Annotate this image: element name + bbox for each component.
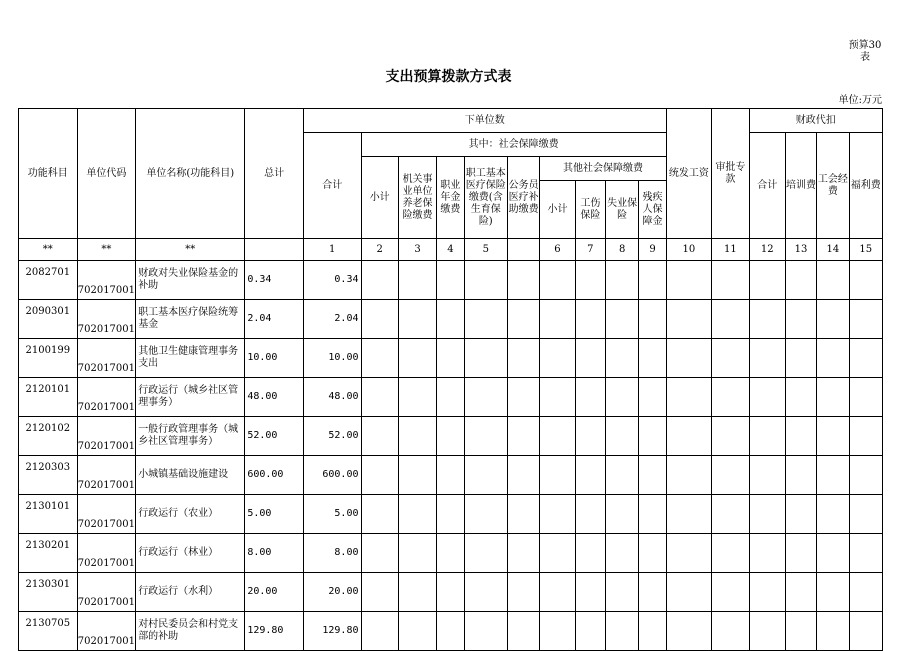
empty-cell	[361, 495, 398, 534]
func-code-cell: 2090301	[19, 300, 78, 339]
sum-cell: 48.00	[303, 378, 361, 417]
sum-cell: 10.00	[303, 339, 361, 378]
total-cell: 48.00	[245, 378, 304, 417]
sum-cell: 600.00	[303, 456, 361, 495]
empty-cell	[507, 300, 539, 339]
empty-cell	[639, 261, 666, 300]
empty-cell	[639, 534, 666, 573]
header-injury: 工伤保险	[575, 181, 605, 239]
empty-cell	[398, 573, 436, 612]
empty-cell	[540, 456, 575, 495]
empty-cell	[464, 261, 507, 300]
empty-cell	[817, 378, 849, 417]
empty-cell	[785, 534, 816, 573]
form-number	[845, 40, 885, 64]
index-cell	[507, 239, 539, 261]
index-cell: 12	[749, 239, 785, 261]
header-unified-pay: 统发工资	[666, 109, 711, 239]
form-number-line1: 预算30	[848, 40, 882, 51]
empty-cell	[464, 456, 507, 495]
unit-code-cell: 702017001	[77, 573, 136, 612]
empty-cell	[639, 417, 666, 456]
index-row	[19, 239, 883, 261]
header-welfare: 福利费	[849, 133, 882, 239]
empty-cell	[575, 339, 605, 378]
empty-cell	[666, 300, 711, 339]
empty-cell	[361, 300, 398, 339]
func-code-cell: 2130101	[19, 495, 78, 534]
index-cell: **	[136, 239, 245, 261]
sum-cell: 52.00	[303, 417, 361, 456]
empty-cell	[749, 300, 785, 339]
index-cell: 11	[712, 239, 749, 261]
budget-table	[18, 108, 883, 651]
empty-cell	[361, 456, 398, 495]
empty-cell	[666, 456, 711, 495]
total-cell: 600.00	[245, 456, 304, 495]
func-code-cell: 2120102	[19, 417, 78, 456]
empty-cell	[540, 573, 575, 612]
table-row	[19, 456, 883, 495]
empty-cell	[437, 378, 464, 417]
header-union: 工会经费	[817, 133, 849, 239]
empty-cell	[464, 612, 507, 651]
empty-cell	[785, 261, 816, 300]
unit-label: 单位:万元	[838, 95, 882, 106]
sum-cell: 0.34	[303, 261, 361, 300]
unit-name-cell: 行政运行（城乡社区管理事务）	[136, 378, 245, 417]
unit-name-cell: 行政运行（水利）	[136, 573, 245, 612]
empty-cell	[666, 261, 711, 300]
empty-cell	[749, 417, 785, 456]
empty-cell	[817, 495, 849, 534]
empty-cell	[712, 573, 749, 612]
empty-cell	[540, 378, 575, 417]
func-code-cell: 2130201	[19, 534, 78, 573]
empty-cell	[575, 456, 605, 495]
empty-cell	[464, 378, 507, 417]
empty-cell	[817, 417, 849, 456]
empty-cell	[605, 573, 638, 612]
empty-cell	[437, 456, 464, 495]
index-cell: 2	[361, 239, 398, 261]
empty-cell	[666, 495, 711, 534]
index-cell: 7	[575, 239, 605, 261]
sum-cell: 5.00	[303, 495, 361, 534]
empty-cell	[666, 417, 711, 456]
empty-cell	[437, 534, 464, 573]
empty-cell	[398, 300, 436, 339]
index-cell: 1	[303, 239, 361, 261]
empty-cell	[361, 378, 398, 417]
empty-cell	[785, 495, 816, 534]
empty-cell	[749, 339, 785, 378]
empty-cell	[605, 417, 638, 456]
sum-cell: 2.04	[303, 300, 361, 339]
index-cell: 14	[817, 239, 849, 261]
table-body	[19, 261, 883, 651]
empty-cell	[398, 417, 436, 456]
empty-cell	[507, 261, 539, 300]
empty-cell	[639, 339, 666, 378]
empty-cell	[464, 300, 507, 339]
header-func: 功能科目	[19, 109, 78, 239]
empty-cell	[849, 300, 882, 339]
empty-cell	[605, 495, 638, 534]
header-other-social: 其他社会保障缴费	[540, 157, 666, 181]
empty-cell	[437, 573, 464, 612]
empty-cell	[398, 495, 436, 534]
empty-cell	[639, 612, 666, 651]
empty-cell	[464, 417, 507, 456]
empty-cell	[361, 534, 398, 573]
empty-cell	[785, 339, 816, 378]
empty-cell	[785, 417, 816, 456]
header-unit-code: 单位代码	[77, 109, 136, 239]
header-pension: 机关事业单位养老保险缴费	[398, 157, 436, 239]
empty-cell	[575, 612, 605, 651]
unit-code-cell: 702017001	[77, 495, 136, 534]
unit-name-cell: 财政对失业保险基金的补助	[136, 261, 245, 300]
unit-name-cell: 职工基本医疗保险统筹基金	[136, 300, 245, 339]
empty-cell	[437, 612, 464, 651]
empty-cell	[507, 573, 539, 612]
empty-cell	[817, 339, 849, 378]
func-code-cell: 2120303	[19, 456, 78, 495]
empty-cell	[817, 261, 849, 300]
empty-cell	[464, 495, 507, 534]
empty-cell	[666, 378, 711, 417]
table-header	[19, 109, 883, 261]
unit-code-cell: 702017001	[77, 261, 136, 300]
header-medical: 职工基本医疗保险缴费(含生育保险)	[464, 157, 507, 239]
index-cell: 10	[666, 239, 711, 261]
func-code-cell: 2082701	[19, 261, 78, 300]
empty-cell	[540, 534, 575, 573]
empty-cell	[507, 495, 539, 534]
empty-cell	[712, 417, 749, 456]
empty-cell	[666, 573, 711, 612]
unit-name-cell: 一般行政管理事务（城乡社区管理事务）	[136, 417, 245, 456]
empty-cell	[540, 495, 575, 534]
empty-cell	[575, 534, 605, 573]
header-other-small: 小计	[540, 181, 575, 239]
empty-cell	[849, 339, 882, 378]
empty-cell	[605, 339, 638, 378]
empty-cell	[712, 534, 749, 573]
empty-cell	[507, 456, 539, 495]
empty-cell	[785, 456, 816, 495]
header-unemploy: 失业保险	[605, 181, 638, 239]
empty-cell	[398, 612, 436, 651]
header-fiscal-deduct: 财政代扣	[749, 109, 882, 133]
total-cell: 10.00	[245, 339, 304, 378]
header-disabled: 残疾人保障金	[639, 181, 666, 239]
empty-cell	[712, 495, 749, 534]
table-row	[19, 573, 883, 612]
sum-cell: 20.00	[303, 573, 361, 612]
empty-cell	[437, 261, 464, 300]
unit-code-cell: 702017001	[77, 378, 136, 417]
empty-cell	[507, 534, 539, 573]
form-number-line2: 表	[860, 52, 870, 63]
empty-cell	[849, 573, 882, 612]
empty-cell	[849, 495, 882, 534]
empty-cell	[666, 612, 711, 651]
unit-code-cell: 702017001	[77, 534, 136, 573]
empty-cell	[507, 612, 539, 651]
unit-name-cell: 行政运行（林业）	[136, 534, 245, 573]
unit-code-cell: 702017001	[77, 456, 136, 495]
func-code-cell: 2130301	[19, 573, 78, 612]
index-cell: 3	[398, 239, 436, 261]
unit-code-cell: 702017001	[77, 417, 136, 456]
empty-cell	[361, 417, 398, 456]
empty-cell	[749, 261, 785, 300]
empty-cell	[749, 573, 785, 612]
empty-cell	[507, 378, 539, 417]
empty-cell	[817, 300, 849, 339]
empty-cell	[817, 612, 849, 651]
table-row	[19, 378, 883, 417]
empty-cell	[849, 378, 882, 417]
empty-cell	[540, 339, 575, 378]
empty-cell	[712, 612, 749, 651]
func-code-cell: 2100199	[19, 339, 78, 378]
index-cell: 9	[639, 239, 666, 261]
total-cell: 8.00	[245, 534, 304, 573]
empty-cell	[666, 534, 711, 573]
empty-cell	[666, 339, 711, 378]
empty-cell	[464, 339, 507, 378]
empty-cell	[398, 339, 436, 378]
unit-name-cell: 其他卫生健康管理事务支出	[136, 339, 245, 378]
table-row	[19, 339, 883, 378]
total-cell: 20.00	[245, 573, 304, 612]
header-sum: 合计	[303, 133, 361, 239]
empty-cell	[849, 612, 882, 651]
unit-code-cell: 702017001	[77, 339, 136, 378]
unit-name-cell: 小城镇基础设施建设	[136, 456, 245, 495]
total-cell: 5.00	[245, 495, 304, 534]
empty-cell	[712, 378, 749, 417]
index-cell: **	[19, 239, 78, 261]
header-unit-name: 单位名称(功能科目)	[136, 109, 245, 239]
empty-cell	[575, 261, 605, 300]
empty-cell	[849, 456, 882, 495]
empty-cell	[749, 378, 785, 417]
sum-cell: 129.80	[303, 612, 361, 651]
index-cell: 6	[540, 239, 575, 261]
empty-cell	[361, 339, 398, 378]
unit-code-cell: 702017001	[77, 612, 136, 651]
empty-cell	[849, 534, 882, 573]
empty-cell	[437, 495, 464, 534]
empty-cell	[849, 261, 882, 300]
table-row	[19, 261, 883, 300]
empty-cell	[575, 300, 605, 339]
index-cell: **	[77, 239, 136, 261]
header-small-total: 小计	[361, 157, 398, 239]
unit-name-cell: 行政运行（农业）	[136, 495, 245, 534]
empty-cell	[605, 378, 638, 417]
total-cell: 0.34	[245, 261, 304, 300]
empty-cell	[749, 534, 785, 573]
header-training: 培训费	[785, 133, 816, 239]
header-annuity: 职业年金缴费	[437, 157, 464, 239]
empty-cell	[575, 378, 605, 417]
empty-cell	[639, 456, 666, 495]
table-row	[19, 612, 883, 651]
index-cell	[245, 239, 304, 261]
empty-cell	[437, 417, 464, 456]
empty-cell	[605, 612, 638, 651]
empty-cell	[398, 456, 436, 495]
empty-cell	[361, 261, 398, 300]
empty-cell	[712, 261, 749, 300]
empty-cell	[749, 495, 785, 534]
empty-cell	[639, 378, 666, 417]
empty-cell	[398, 261, 436, 300]
index-cell: 13	[785, 239, 816, 261]
empty-cell	[464, 534, 507, 573]
total-cell: 2.04	[245, 300, 304, 339]
empty-cell	[437, 339, 464, 378]
empty-cell	[849, 417, 882, 456]
empty-cell	[398, 378, 436, 417]
header-fd-total: 合计	[749, 133, 785, 239]
func-code-cell: 2130705	[19, 612, 78, 651]
empty-cell	[605, 456, 638, 495]
empty-cell	[639, 300, 666, 339]
table-row	[19, 495, 883, 534]
empty-cell	[639, 495, 666, 534]
empty-cell	[639, 573, 666, 612]
sum-cell: 8.00	[303, 534, 361, 573]
empty-cell	[464, 573, 507, 612]
index-cell: 5	[464, 239, 507, 261]
empty-cell	[540, 417, 575, 456]
empty-cell	[712, 339, 749, 378]
empty-cell	[785, 300, 816, 339]
empty-cell	[749, 456, 785, 495]
empty-cell	[361, 612, 398, 651]
empty-cell	[712, 300, 749, 339]
empty-cell	[575, 573, 605, 612]
header-total: 总计	[245, 109, 304, 239]
empty-cell	[575, 495, 605, 534]
table-row	[19, 534, 883, 573]
empty-cell	[540, 300, 575, 339]
empty-cell	[507, 339, 539, 378]
empty-cell	[712, 456, 749, 495]
func-code-cell: 2120101	[19, 378, 78, 417]
empty-cell	[605, 300, 638, 339]
empty-cell	[605, 534, 638, 573]
empty-cell	[817, 534, 849, 573]
empty-cell	[817, 573, 849, 612]
empty-cell	[785, 378, 816, 417]
header-social-security: 其中：社会保障缴费	[361, 133, 666, 157]
empty-cell	[361, 573, 398, 612]
index-cell: 4	[437, 239, 464, 261]
table-row	[19, 300, 883, 339]
unit-name-cell: 对村民委员会和村党支部的补助	[136, 612, 245, 651]
empty-cell	[507, 417, 539, 456]
empty-cell	[437, 300, 464, 339]
table-row	[19, 417, 883, 456]
empty-cell	[540, 261, 575, 300]
empty-cell	[785, 612, 816, 651]
empty-cell	[785, 573, 816, 612]
total-cell: 52.00	[245, 417, 304, 456]
empty-cell	[749, 612, 785, 651]
header-approval: 审批专款	[712, 109, 749, 239]
empty-cell	[817, 456, 849, 495]
total-cell: 129.80	[245, 612, 304, 651]
empty-cell	[605, 261, 638, 300]
empty-cell	[575, 417, 605, 456]
empty-cell	[540, 612, 575, 651]
page-title: 支出预算拨款方式表	[385, 69, 512, 85]
unit-code-cell: 702017001	[77, 300, 136, 339]
empty-cell	[398, 534, 436, 573]
header-lower-units: 下单位数	[303, 109, 666, 133]
index-cell: 15	[849, 239, 882, 261]
header-civil-medical: 公务员医疗补助缴费	[507, 157, 539, 239]
index-cell: 8	[605, 239, 638, 261]
